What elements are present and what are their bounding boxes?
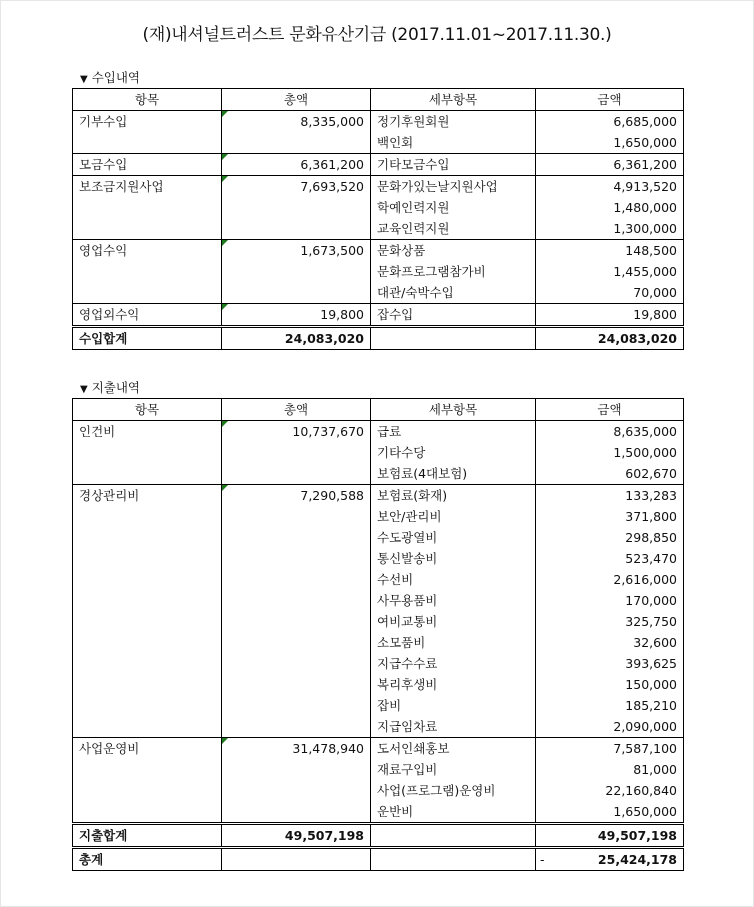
category-cell: 영업수익 [73,240,222,304]
category-total-value: 1,673,500 [300,243,364,258]
income-header-row [73,89,684,111]
category-cell: 경상관리비 [73,485,222,738]
col-header-category: 항목 [73,89,222,111]
detail-item-name: 정기후원회원 [371,111,536,133]
detail-item-amount: 7,587,100 [536,738,684,760]
category-total-cell [222,154,371,176]
table-row [73,240,684,262]
detail-item-amount: 6,685,000 [536,111,684,133]
category-total-cell [222,485,371,738]
detail-item-name: 지급임차료 [371,716,536,738]
detail-item-amount: 1,455,000 [536,261,684,282]
category-total-value: 7,290,588 [300,488,364,503]
page-title: (재)내셔널트러스트 문화유산기금 (2017.11.01~2017.11.30.) [142,25,612,45]
income-total-value: 24,083,020 [222,327,371,350]
category-total-value: 10,737,670 [292,424,364,439]
category-total-value: 31,478,940 [292,741,364,756]
detail-item-name: 교육인력지원 [371,218,536,240]
income-total-row [73,327,684,350]
expense-table [72,398,684,871]
detail-item-name: 통신발송비 [371,548,536,569]
detail-item-name: 복리후생비 [371,674,536,695]
income-total-empty [371,327,536,350]
expense-section-label [80,378,140,396]
grand-total-value: 25,424,178 [597,852,677,867]
detail-item-amount: 1,650,000 [536,132,684,154]
detail-item-amount: 185,210 [536,695,684,716]
detail-item-amount: 70,000 [536,282,684,304]
category-total-value: 6,361,200 [300,157,364,172]
expense-total-row [73,824,684,848]
table-row [73,421,684,443]
detail-item-amount: 2,090,000 [536,716,684,738]
detail-item-name: 재료구입비 [371,759,536,780]
income-table [72,88,684,350]
detail-item-amount: 19,800 [536,304,684,327]
category-total-value: 7,693,520 [300,179,364,194]
detail-item-name: 대관/숙박수입 [371,282,536,304]
col-header-amount: 금액 [536,89,684,111]
expense-header-row [73,399,684,421]
cell-note-flag-icon [222,111,228,117]
detail-item-name: 보험료(화재) [371,485,536,507]
detail-item-name: 사업(프로그램)운영비 [371,780,536,801]
category-total-cell [222,240,371,304]
category-cell: 인건비 [73,421,222,485]
col-header-detail: 세부항목 [371,89,536,111]
grand-total-label: 총계 [73,848,222,871]
detail-item-name: 보안/관리비 [371,506,536,527]
detail-item-name: 소모품비 [371,632,536,653]
table-row [73,176,684,198]
col-header-detail: 세부항목 [371,399,536,421]
expense-total-value: 49,507,198 [222,824,371,848]
cell-note-flag-icon [222,154,228,160]
detail-item-name: 사무용품비 [371,590,536,611]
detail-item-amount: 4,913,520 [536,176,684,198]
expense-total-detail: 49,507,198 [536,824,684,848]
detail-item-name: 문화상품 [371,240,536,262]
income-total-label: 수입합계 [73,327,222,350]
detail-item-amount: 393,625 [536,653,684,674]
category-total-value: 19,800 [320,307,364,322]
detail-item-amount: 170,000 [536,590,684,611]
detail-item-name: 보험료(4대보험) [371,463,536,485]
grand-total-cell [536,848,684,871]
detail-item-name: 문화프로그램참가비 [371,261,536,282]
income-total-detail: 24,083,020 [536,327,684,350]
expense-body [73,421,684,824]
income-section-label [80,68,140,86]
cell-note-flag-icon [222,304,228,310]
table-row [73,485,684,507]
table-row [73,738,684,760]
category-total-cell [222,176,371,240]
detail-item-amount: 8,635,000 [536,421,684,443]
detail-item-name: 기타수당 [371,442,536,463]
detail-item-name: 문화가있는날지원사업 [371,176,536,198]
detail-item-name: 급료 [371,421,536,443]
grand-total-empty-2 [371,848,536,871]
detail-item-amount: 298,850 [536,527,684,548]
detail-item-amount: 523,470 [536,548,684,569]
expense-total-empty [371,824,536,848]
detail-item-amount: 1,500,000 [536,442,684,463]
cell-note-flag-icon [222,421,228,427]
grand-total-empty-1 [222,848,371,871]
cell-note-flag-icon [222,176,228,182]
detail-item-name: 백인회 [371,132,536,154]
table-row [73,304,684,327]
detail-item-amount: 1,650,000 [536,801,684,824]
detail-item-amount: 1,300,000 [536,218,684,240]
cell-note-flag-icon [222,240,228,246]
detail-item-amount: 32,600 [536,632,684,653]
table-row [73,154,684,176]
category-cell: 영업외수익 [73,304,222,327]
detail-item-amount: 371,800 [536,506,684,527]
detail-item-name: 학예인력지원 [371,197,536,218]
detail-item-amount: 602,670 [536,463,684,485]
category-total-cell [222,738,371,824]
detail-item-name: 기타모금수입 [371,154,536,176]
cell-note-flag-icon [222,485,228,491]
detail-item-amount: 150,000 [536,674,684,695]
category-cell: 보조금지원사업 [73,176,222,240]
col-header-category: 항목 [73,399,222,421]
detail-item-name: 잡비 [371,695,536,716]
detail-item-name: 도서인쇄홍보 [371,738,536,760]
grand-total-row [73,848,684,871]
grand-total-sign: - [540,852,545,867]
col-header-total: 총액 [222,399,371,421]
income-body [73,111,684,327]
detail-item-amount: 81,000 [536,759,684,780]
detail-item-amount: 6,361,200 [536,154,684,176]
category-total-cell [222,111,371,154]
category-total-value: 8,335,000 [300,114,364,129]
triangle-down-icon: ▼ [80,74,88,85]
triangle-down-icon: ▼ [80,384,88,395]
detail-item-amount: 133,283 [536,485,684,507]
detail-item-name: 잡수입 [371,304,536,327]
detail-item-name: 여비교통비 [371,611,536,632]
category-total-cell [222,304,371,327]
detail-item-name: 수선비 [371,569,536,590]
col-header-total: 총액 [222,89,371,111]
cell-note-flag-icon [222,738,228,744]
detail-item-amount: 325,750 [536,611,684,632]
category-cell: 모금수입 [73,154,222,176]
table-row [73,111,684,133]
col-header-amount: 금액 [536,399,684,421]
category-total-cell [222,421,371,485]
expense-section-title: 지출내역 [91,380,141,395]
detail-item-name: 지급수수료 [371,653,536,674]
expense-total-label: 지출합계 [73,824,222,848]
detail-item-amount: 1,480,000 [536,197,684,218]
detail-item-name: 수도광열비 [371,527,536,548]
detail-item-amount: 2,616,000 [536,569,684,590]
income-section-title: 수입내역 [91,70,141,85]
category-cell: 기부수입 [73,111,222,154]
detail-item-amount: 148,500 [536,240,684,262]
detail-item-amount: 22,160,840 [536,780,684,801]
detail-item-name: 운반비 [371,801,536,824]
category-cell: 사업운영비 [73,738,222,824]
